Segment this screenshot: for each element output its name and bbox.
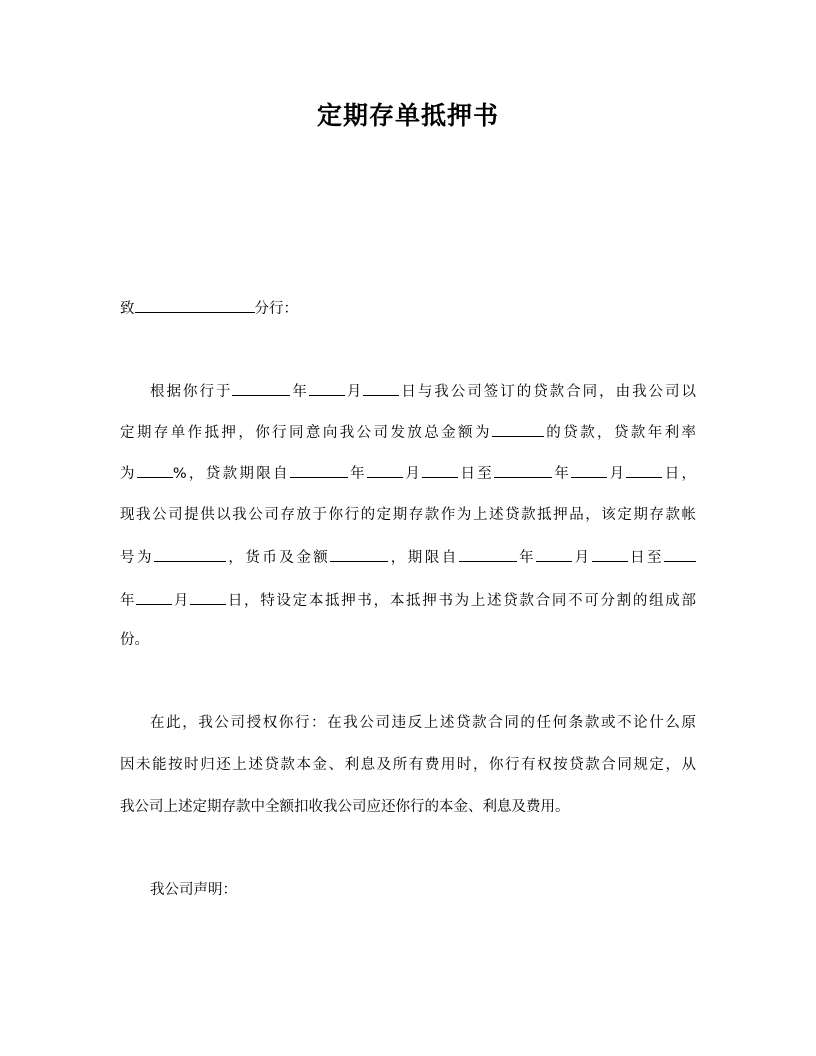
term-end-year-blank[interactable]: [494, 462, 552, 478]
greeting-line: [120, 297, 298, 319]
text-segment: 月: [572, 550, 592, 566]
contract-month-blank[interactable]: [309, 380, 345, 396]
term-end-day-blank[interactable]: [626, 462, 662, 478]
text-segment: 日，: [662, 466, 697, 482]
term-start-year-blank[interactable]: [290, 462, 348, 478]
greeting-suffix: 分行：: [254, 301, 298, 317]
contract-day-blank[interactable]: [363, 380, 399, 396]
document-title: 定期存单抵押书: [316, 101, 499, 130]
contract-year-blank[interactable]: [232, 380, 290, 396]
greeting-prefix: 致: [120, 301, 135, 317]
term-start-month-blank[interactable]: [367, 462, 403, 478]
text-segment: 日至: [458, 466, 495, 482]
interest-rate-blank[interactable]: [137, 462, 173, 478]
term-start-day-blank[interactable]: [422, 462, 458, 478]
text-segment: 为: [120, 466, 137, 482]
text-segment: 年: [290, 384, 309, 400]
text-segment: ，期限自: [388, 550, 459, 566]
text-segment: 月: [172, 593, 191, 609]
paragraph1-line4: 现我公司提供以我公司存放于你行的定期存款作为上述贷款抵押品，该定期存款帐: [120, 507, 696, 523]
paragraph1-line1: [120, 380, 696, 402]
deposit-end-month-blank[interactable]: [136, 589, 172, 605]
paragraph2-line1: 在此，我公司授权你行：在我公司违反上述贷款合同的任何条款或不论什么原: [150, 715, 696, 731]
paragraph2-line3: 我公司上述定期存款中全额扣收我公司应还你行的本金、利息及费用。: [120, 799, 570, 815]
text-segment: 定期存单作抵押，你行同意向我公司发放总金额为: [120, 425, 492, 441]
branch-name-blank[interactable]: [135, 297, 255, 313]
deposit-end-day-blank[interactable]: [190, 589, 226, 605]
paragraph1-line6: [120, 589, 696, 611]
currency-amount-blank[interactable]: [330, 546, 388, 562]
text-segment: 月: [607, 466, 627, 482]
text-segment: 年: [516, 550, 537, 566]
text-segment: 日至: [627, 550, 665, 566]
paragraph1-line3: [120, 462, 696, 484]
term-end-month-blank[interactable]: [571, 462, 607, 478]
text-segment: 日与我公司签订的贷款合同，由我公司以: [399, 384, 697, 400]
text-segment: 月: [344, 384, 364, 400]
text-segment: 年: [347, 466, 367, 482]
text-segment: ，货币及金额: [225, 550, 331, 566]
paragraph2-line2: 因未能按时归还上述贷款本金、利息及所有费用时，你行有权按贷款合同规定，从: [120, 757, 696, 773]
text-segment: 日，特设定本抵押书，本抵押书为上述贷款合同不可分割的组成部: [226, 593, 696, 609]
declaration-heading: 我公司声明：: [150, 882, 237, 898]
text-segment: 年: [552, 466, 572, 482]
text-segment: 号为: [120, 550, 154, 566]
paragraph1-line5: [120, 546, 696, 568]
deposit-end-year-blank-a[interactable]: [664, 546, 696, 562]
text-segment: 根据你行于: [150, 384, 233, 400]
document-body: [120, 0, 700, 1056]
account-number-blank[interactable]: [154, 546, 226, 562]
text-segment: 的贷款，贷款年利率: [543, 425, 697, 441]
loan-amount-blank[interactable]: [492, 421, 544, 437]
deposit-start-year-blank[interactable]: [459, 546, 517, 562]
paragraph1-line2: [120, 421, 696, 443]
deposit-start-month-blank[interactable]: [536, 546, 572, 562]
deposit-start-day-blank[interactable]: [592, 546, 628, 562]
text-segment: 年: [120, 593, 137, 609]
text-segment: 月: [403, 466, 423, 482]
text-segment: %，贷款期限自: [172, 466, 290, 482]
paragraph1-line7: 份。: [120, 632, 149, 648]
